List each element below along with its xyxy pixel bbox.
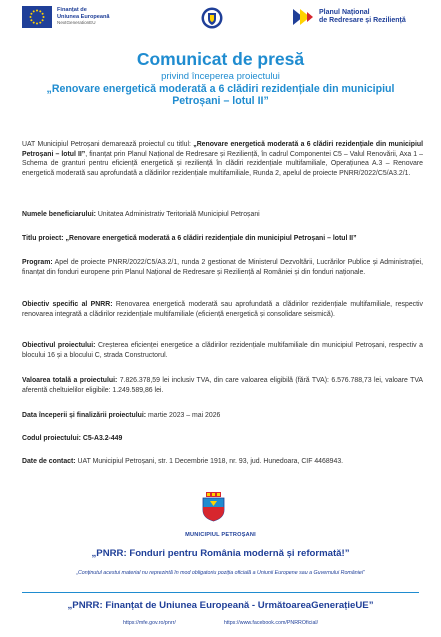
program-label: Program:: [22, 259, 53, 266]
eu-funding-logo: [22, 6, 110, 28]
eu-flag-icon: [22, 6, 52, 28]
romanian-government-crest-icon: [201, 6, 223, 30]
contact-paragraph: [22, 457, 423, 467]
pnrr-logo: [291, 6, 406, 28]
footer-links: [0, 620, 441, 626]
code-label: Codul proiectului:: [22, 435, 81, 442]
objective-project-label: Obiectivul proiectului:: [22, 342, 96, 349]
value-value: 7.826.378,59 lei inclusiv TVA, din care valoarea eligibilă (fără TVA): 6.576.788,73 lei, valoare TVA aferentă cheltuielilor eligibile: 1.249.589,86 lei.: [22, 377, 423, 394]
dates-value: martie 2023 – mai 2026: [146, 412, 221, 419]
project-paragraph: [22, 234, 423, 244]
objective-project-paragraph: [22, 341, 423, 360]
project-value: „Renovare energetică moderată a 6 clădiri rezidențiale din municipiul Petroșani – lotul II”: [63, 235, 357, 242]
eu-line2: Uniunea Europeană: [57, 13, 110, 20]
petrosani-crest-icon: [201, 492, 226, 522]
disclaimer: „Conținutul acestui material nu reprezintă în mod obligatoriu poziția oficială a Uniunii Europene sau a Guvernului României”: [76, 570, 365, 576]
dates-paragraph: [22, 411, 423, 421]
page-subtitle: privind începerea proiectului: [161, 71, 280, 82]
program-paragraph: [22, 258, 423, 277]
contact-value: UAT Municipiul Petroșani, str. 1 Decembrie 1918, nr. 93, jud. Hunedoara, CIF 4468943.: [75, 458, 344, 465]
mfe-link[interactable]: https://mfe.gov.ro/pnrr/: [122, 620, 176, 626]
intro-paragraph: UAT Municipiul Petroșani demarează proiectul cu titlul: „Renovare energetică moderată a 6 clădiri rezidențiale din municipiul Petroșani – lotul II”, finanțat prin Planul Național de Redresare și Reziliență, în cadrul Componentei C5 – Valul Renovării, Axa 1 – Schema de granturi pentru eficiență energetică și reziliență în clădiri rezidențiale multifamiliale, Operațiunea A.3 – Renovare energetică moderată sau aprofundată a clădirilor rezidențiale multifamiliale, Runda 2, apelul de proiecte PNRR/2022/C5/A3.2/1.: [22, 141, 423, 177]
objective-pnrr-paragraph: [22, 300, 423, 319]
objective-pnrr-value: Renovarea energetică moderată sau aprofundată a clădirilor rezidențiale multifamiliale, respectiv renovarea integrată a clădirilor rezidențiale multifamiliale (eficiență energetică și consolidare seismică).: [22, 301, 423, 318]
objective-pnrr-label: Obiectiv specific al PNRR:: [22, 301, 113, 308]
divider: [22, 592, 419, 593]
header: [0, 6, 441, 32]
eu-line1: Finanțat de: [57, 7, 87, 14]
beneficiary-value: Unitatea Administrativ Teritorială Municipiul Petroșani: [95, 211, 260, 218]
facebook-link[interactable]: https://www.facebook.com/PNRROficial/: [223, 620, 319, 626]
footer-slogan: „PNRR: Finanțat de Uniunea Europeană - UrmătoareaGenerațieUE”: [67, 600, 374, 611]
municipality-name: MUNICIPIUL PETROȘANI: [185, 532, 256, 538]
project-title: „Renovare energetică moderată a 6 clădiri rezidențiale din municipiul Petroșani – lotul II”: [46, 83, 395, 108]
dates-label: Data începerii și finalizării proiectului:: [22, 412, 147, 419]
pnrr-slogan: „PNRR: Fonduri pentru România modernă și reformată!”: [91, 548, 350, 559]
objective-project-value: Creșterea eficienței energetice a clădirilor rezidențiale multifamiliale din municipiul Petroșani, respectiv a blocului 16 și a blocului C, strada Constructorul.: [22, 342, 423, 359]
program-value: Apel de proiecte PNRR/2022/C5/A3.2/1, runda 2 gestionat de Ministerul Dezvoltării, Lucrărilor Publice și Administrației, finanțat din fonduri europene prin Planul Național de Redresare și Reziliență al României și din fonduri naționale.: [22, 259, 423, 276]
code-paragraph: [22, 434, 423, 444]
project-label: Titlu proiect:: [22, 235, 64, 242]
eu-line3: NextGenerationEU: [57, 20, 96, 26]
page-title: Comunicat de presă: [136, 49, 305, 69]
contact-label: Date de contact:: [22, 458, 76, 465]
beneficiary-label: Numele beneficiarului:: [22, 211, 96, 218]
pnrr-line2: de Redresare și Reziliență: [319, 17, 406, 24]
code-value: C5-A3.2-449: [80, 435, 123, 442]
beneficiary-paragraph: [22, 210, 423, 220]
value-label: Valoarea totală a proiectului:: [22, 377, 118, 384]
pnrr-mark-icon: [291, 6, 315, 28]
pnrr-line1: Planul Național: [319, 8, 370, 16]
value-paragraph: [22, 376, 423, 395]
